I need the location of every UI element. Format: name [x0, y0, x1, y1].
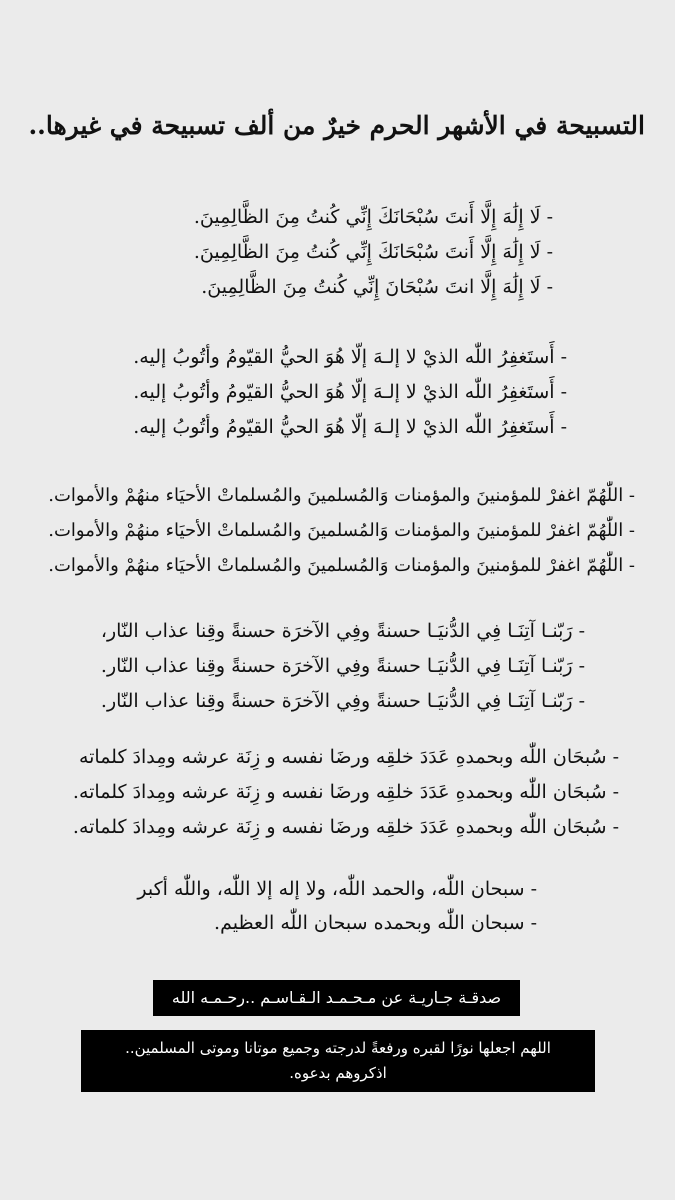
dua-banner-line: اللهم اجعلها نورًا لقبره ورفعةً لدرجته وجميع موتانا وموتى المسلمين..	[125, 1039, 551, 1057]
dhikr-line: - سُبحَان اللّٰه وبحمدهِ عَدَدَ خلقِه ورضَا نفسه و زِنَة عرشه ومِدادَ كلماته.	[72, 816, 619, 838]
dhikr-group-istighfar	[133, 340, 567, 445]
dua-banner-line: اذكروهم بدعوه.	[289, 1064, 387, 1082]
dhikr-line: - اللّٰهُمّ اغفرْ للمؤمنينَ والمؤمنات وَالمُسلمينَ والمُسلماتْ الأحيَاء منهُمْ والأموات.	[48, 555, 635, 576]
dhikr-line: - أَستَغفِرُ اللّٰه الذيْ لا إلـهَ إلّا هُوَ الحيُّ القيّومُ وأتُوبُ إليه.	[133, 381, 567, 403]
dhikr-line: - لَا إِلَٰهَ إِلَّا انتَ سُبْحَانَ إِنِّي كُنتُ مِنَ الظَّالِمِينَ.	[201, 276, 553, 298]
dhikr-line: - لَا إِلَٰهَ إِلَّا أَنتَ سُبْحَانَكَ إِنِّي كُنتُ مِنَ الظَّالِمِينَ.	[193, 206, 553, 228]
page-title: التسبيحة في الأشهر الحرم خيرٌ من ألف تسبيحة في غيرها..	[28, 111, 645, 140]
dhikr-group-tahlil	[194, 200, 553, 305]
dhikr-group-rabbana	[101, 614, 585, 719]
dhikr-line: - سُبحَان اللّٰه وبحمدهِ عَدَدَ خلقِه ورضَا نفسه و زِنَة عرشه ومِدادَ كلماته.	[72, 781, 619, 803]
dhikr-line: - رَبّنـا آتِنَـا فِي الدُّنيَـا حسنةً وفِي الآخرَة حسنةً وقِنا عذاب النّار،	[100, 620, 585, 642]
dhikr-group-dua-believers	[48, 478, 635, 583]
dhikr-line: - سُبحَان اللّٰه وبحمدهِ عَدَدَ خلقِه ورضَا نفسه و زِنَة عرشه ومِدادَ كلماته	[78, 746, 619, 768]
dhikr-group-tasbih	[137, 872, 537, 940]
dhikr-line: - أَستَغفِرُ اللّٰه الذيْ لا إلـهَ إلّا هُوَ الحيُّ القيّومُ وأتُوبُ إليه.	[133, 346, 567, 368]
dua-banner	[81, 1030, 595, 1092]
sadaqa-banner: صدقـة جـاريـة عن مـحـمـد الـقـاسـم ..رحـمـه الله	[153, 980, 520, 1016]
dhikr-line: - لَا إِلَٰهَ إِلَّا أَنتَ سُبْحَانَكَ إِنِّي كُنتُ مِنَ الظَّالِمِينَ.	[193, 241, 553, 263]
dhikr-line: - سبحان اللّٰه وبحمده سبحان اللّٰه العظيم.	[214, 912, 537, 934]
dhikr-group-subhan	[73, 740, 619, 845]
dhikr-line: - سبحان اللّٰه، والحمد اللّٰه، ولا إله إلا اللّٰه، واللّٰه أكبر	[137, 878, 537, 900]
dhikr-line: - رَبّنـا آتِنَـا فِي الدُّنيَـا حسنةً وفِي الآخرَة حسنةً وقِنا عذاب النّار.	[100, 655, 585, 677]
dhikr-line: - اللّٰهُمّ اغفرْ للمؤمنينَ والمؤمنات وَالمُسلمينَ والمُسلماتْ الأحيَاء منهُمْ والأموات.	[48, 520, 635, 541]
dhikr-line: - رَبّنـا آتِنَـا فِي الدُّنيَـا حسنةً وفِي الآخرَة حسنةً وقِنا عذاب النّار.	[100, 690, 585, 712]
dhikr-line: - اللّٰهُمّ اغفرْ للمؤمنينَ والمؤمنات وَالمُسلمينَ والمُسلماتْ الأحيَاء منهُمْ والأموات.	[48, 485, 635, 506]
dhikr-line: - أَستَغفِرُ اللّٰه الذيْ لا إلـهَ إلّا هُوَ الحيُّ القيّومُ وأتُوبُ إليه.	[133, 416, 567, 438]
